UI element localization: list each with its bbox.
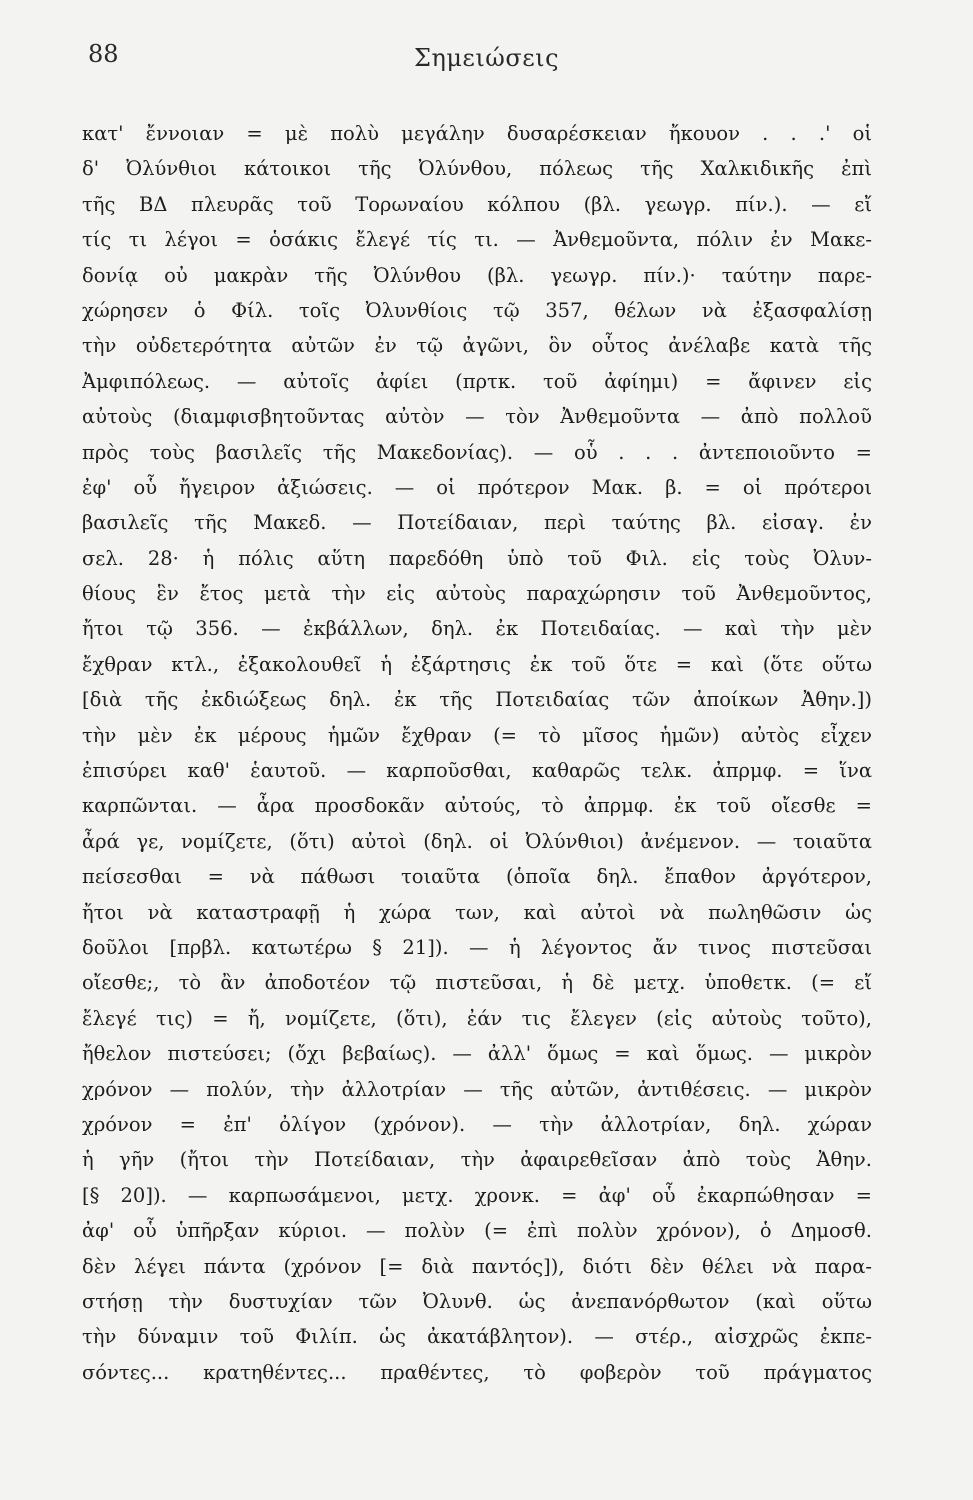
text-line: ἤτοι τῷ 356. — ἐκβάλλων, δηλ. ἐκ Ποτειδαίας. — καὶ τὴν μὲν [82, 617, 872, 641]
text-line: ἔχθραν κτλ., ἐξακολουθεῖ ἡ ἐξάρτησις ἐκ τοῦ ὅτε = καὶ (ὅτε οὕτω [82, 652, 872, 676]
text-line: τῆς ΒΔ πλευρᾶς τοῦ Τορωναίου κόλπου (βλ. γεωγρ. πίν.). — εἴ [82, 192, 872, 216]
text-line: Ἀμφιπόλεως. — αὐτοῖς ἀφίει (πρτκ. τοῦ ἀφίημι) = ἄφινεν εἰς [82, 369, 872, 393]
page-header [0, 40, 973, 80]
text-line: ἀφ' οὗ ὑπῆρξαν κύριοι. — πολὺν (= ἐπὶ πολὺν χρόνον), ὁ Δημοσθ. [82, 1219, 872, 1243]
text-line: [διὰ τῆς ἐκδιώξεως δηλ. ἐκ τῆς Ποτειδαίας τῶν ἀποίκων Ἀθην.]) [82, 688, 872, 712]
text-line: ἤθελον πιστεύσει; (ὄχι βεβαίως). — ἀλλ' ὅμως = καὶ ὅμως. — μικρὸν [82, 1042, 872, 1066]
text-line: τὴν οὐδετερότητα αὐτῶν ἐν τῷ ἀγῶνι, ὃν οὗτος ἀνέλαβε κατὰ τῆς [82, 334, 872, 358]
text-line: πρὸς τοὺς βασιλεῖς τῆς Μακεδονίας). — οὗ . . . ἀντεποιοῦντο = [82, 440, 872, 464]
page-number: 88 [88, 40, 119, 68]
text-line: θίους ἓν ἔτος μετὰ τὴν εἰς αὐτοὺς παραχώρησιν τοῦ Ἀνθεμοῦντος, [82, 582, 872, 606]
text-line: χρόνον = ἐπ' ὀλίγον (χρόνον). — τὴν ἀλλοτρίαν, δηλ. χώραν [82, 1112, 872, 1136]
text-line: καρπῶνται. — ἆρα προσδοκᾶν αὐτούς, τὸ ἀπρμφ. ἐκ τοῦ οἴεσθε = [82, 794, 872, 818]
text-line: στήσῃ τὴν δυστυχίαν τῶν Ὀλυνθ. ὡς ἀνεπανόρθωτον (καὶ οὕτω [82, 1289, 872, 1313]
text-line: ἐπισύρει καθ' ἑαυτοῦ. — καρποῦσθαι, καθαρῶς τελκ. ἀπρμφ. = ἵνα [82, 759, 872, 783]
text-line: αὐτοὺς (διαμφισβητοῦντας αὐτὸν — τὸν Ἀνθεμοῦντα — ἀπὸ πολλοῦ [82, 405, 872, 429]
text-line: οἴεσθε;, τὸ ἂν ἀποδοτέον τῷ πιστεῦσαι, ἡ δὲ μετχ. ὑποθετκ. (= εἴ [82, 971, 872, 995]
text-line: ἔλεγέ τις) = ἤ, νομίζετε, (ὅτι), ἐάν τις ἔλεγεν (εἰς αὐτοὺς τοῦτο), [82, 1006, 872, 1030]
text-line: [§ 20]). — καρπωσάμενοι, μετχ. χρονκ. = ἀφ' οὗ ἐκαρπώθησαν = [82, 1183, 872, 1207]
text-line: σόντες... κρατηθέντες... πραθέντες, τὸ φοβερὸν τοῦ πράγματος [82, 1360, 872, 1384]
text-line: κατ' ἔννοιαν = μὲ πολὺ μεγάλην δυσαρέσκειαν ἤκουον . . .' οἱ [82, 122, 872, 145]
body-text [82, 116, 872, 1390]
text-line: ἤτοι νὰ καταστραφῇ ἡ χώρα των, καὶ αὐτοὶ νὰ πωληθῶσιν ὡς [82, 900, 872, 924]
text-line: δ' Ὀλύνθιοι κάτοικοι τῆς Ὀλύνθου, πόλεως τῆς Χαλκιδικῆς ἐπὶ [82, 157, 872, 181]
text-line: βασιλεῖς τῆς Μακεδ. — Ποτείδαιαν, περὶ ταύτης βλ. εἰσαγ. ἐν [82, 511, 872, 535]
text-line: τὴν δύναμιν τοῦ Φιλίπ. ὡς ἀκατάβλητον). — στέρ., αἰσχρῶς ἐκπε- [82, 1325, 872, 1349]
text-line: τίς τι λέγοι = ὁσάκις ἔλεγέ τίς τι. — Ἀνθεμοῦντα, πόλιν ἐν Μακε- [82, 228, 872, 252]
text-line: ἡ γῆν (ἤτοι τὴν Ποτείδαιαν, τὴν ἀφαιρεθεῖσαν ἀπὸ τοὺς Ἀθην. [82, 1148, 872, 1172]
text-line: τὴν μὲν ἐκ μέρους ἡμῶν ἔχθραν (= τὸ μῖσος ἡμῶν) αὐτὸς εἶχεν [82, 723, 872, 747]
text-line: ἆρά γε, νομίζετε, (ὅτι) αὐτοὶ (δηλ. οἱ Ὀλύνθιοι) ἀνέμενον. — τοιαῦτα [82, 829, 872, 853]
text-line: δὲν λέγει πάντα (χρόνον [= διὰ παντός]), διότι δὲν θέλει νὰ παρα- [82, 1254, 872, 1278]
text-line: δοῦλοι [πρβλ. κατωτέρω § 21]). — ἡ λέγοντος ἄν τινος πιστεῦσαι [82, 935, 872, 959]
text-line: σελ. 28· ἡ πόλις αὕτη παρεδόθη ὑπὸ τοῦ Φιλ. εἰς τοὺς Ὀλυν- [82, 546, 872, 570]
running-title: Σημειώσεις [413, 44, 560, 72]
text-line: ἐφ' οὗ ἤγειρον ἀξιώσεις. — οἱ πρότερον Μακ. β. = οἱ πρότεροι [82, 475, 872, 499]
text-line: πείσεσθαι = νὰ πάθωσι τοιαῦτα (ὁποῖα δηλ. ἔπαθον ἀργότερον, [82, 865, 872, 889]
text-line: χρόνον — πολύν, τὴν ἀλλοτρίαν — τῆς αὐτῶν, ἀντιθέσεις. — μικρὸν [82, 1077, 872, 1101]
text-line: δονίᾳ οὐ μακρὰν τῆς Ὀλύνθου (βλ. γεωγρ. πίν.)· ταύτην παρε- [82, 263, 872, 287]
text-line: χώρησεν ὁ Φίλ. τοῖς Ὀλυνθίοις τῷ 357, θέλων νὰ ἐξασφαλίσῃ [82, 298, 872, 322]
